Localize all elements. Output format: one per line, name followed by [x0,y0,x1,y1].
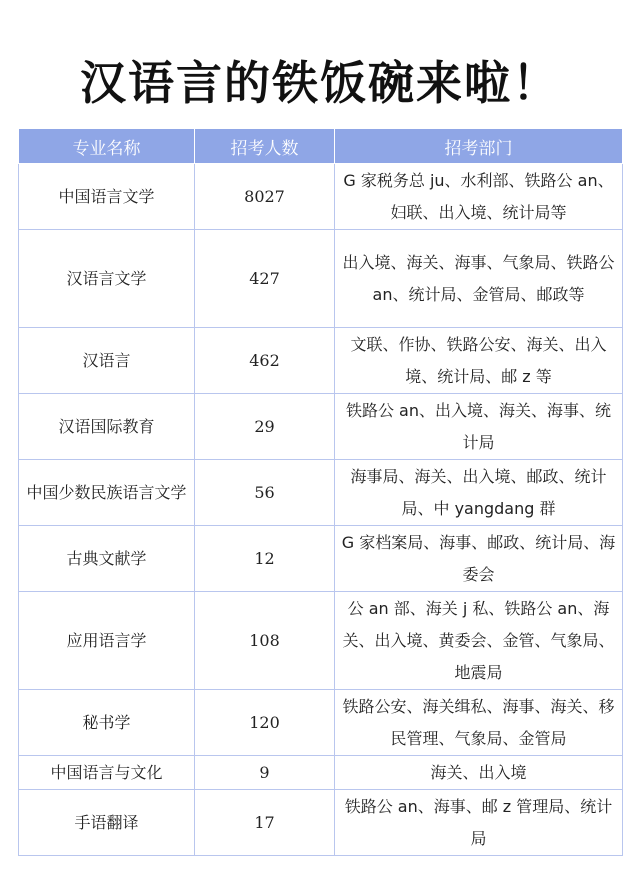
cell-departments: 文联、作协、铁路公安、海关、出入境、统计局、邮 z 等 [335,328,623,394]
cell-count: 17 [195,790,335,856]
header-count: 招考人数 [195,129,335,164]
page-title: 汉语言的铁饭碗来啦！ [80,56,560,110]
cell-departments: 海事局、海关、出入境、邮政、统计局、中 yangdang 群 [335,460,623,526]
cell-major: 应用语言学 [19,592,195,690]
table-row [19,526,623,592]
cell-departments: 铁路公 an、出入境、海关、海事、统计局 [335,394,623,460]
cell-departments: G 家档案局、海事、邮政、统计局、海委会 [335,526,623,592]
cell-departments: 出入境、海关、海事、气象局、铁路公 an、统计局、金管局、邮政等 [335,230,623,328]
table-row [19,690,623,756]
cell-major: 古典文献学 [19,526,195,592]
cell-count: 29 [195,394,335,460]
cell-departments: 铁路公 an、海事、邮 z 管理局、统计局 [335,790,623,856]
table-row [19,460,623,526]
cell-major: 汉语言 [19,328,195,394]
cell-departments: 铁路公安、海关缉私、海事、海关、移民管理、气象局、金管局 [335,690,623,756]
cell-departments: G 家税务总 ju、水利部、铁路公 an、妇联、出入境、统计局等 [335,164,623,230]
header-departments: 招考部门 [335,129,623,164]
recruitment-table [18,128,623,856]
table-row [19,592,623,690]
cell-major: 汉语国际教育 [19,394,195,460]
table-row [19,756,623,790]
cell-count: 12 [195,526,335,592]
table-header-row [19,129,623,164]
cell-major: 秘书学 [19,690,195,756]
cell-major: 手语翻译 [19,790,195,856]
cell-major: 中国语言文学 [19,164,195,230]
cell-count: 120 [195,690,335,756]
cell-count: 8027 [195,164,335,230]
cell-major: 汉语言文学 [19,230,195,328]
cell-count: 462 [195,328,335,394]
table-row [19,790,623,856]
cell-major: 中国语言与文化 [19,756,195,790]
cell-count: 427 [195,230,335,328]
cell-count: 56 [195,460,335,526]
cell-count: 108 [195,592,335,690]
cell-count: 9 [195,756,335,790]
table-row [19,394,623,460]
table-row [19,230,623,328]
header-major: 专业名称 [19,129,195,164]
table-row [19,164,623,230]
cell-departments: 公 an 部、海关 j 私、铁路公 an、海关、出入境、黄委会、金管、气象局、地震局 [335,592,623,690]
cell-departments: 海关、出入境 [335,756,623,790]
cell-major: 中国少数民族语言文学 [19,460,195,526]
table-row [19,328,623,394]
